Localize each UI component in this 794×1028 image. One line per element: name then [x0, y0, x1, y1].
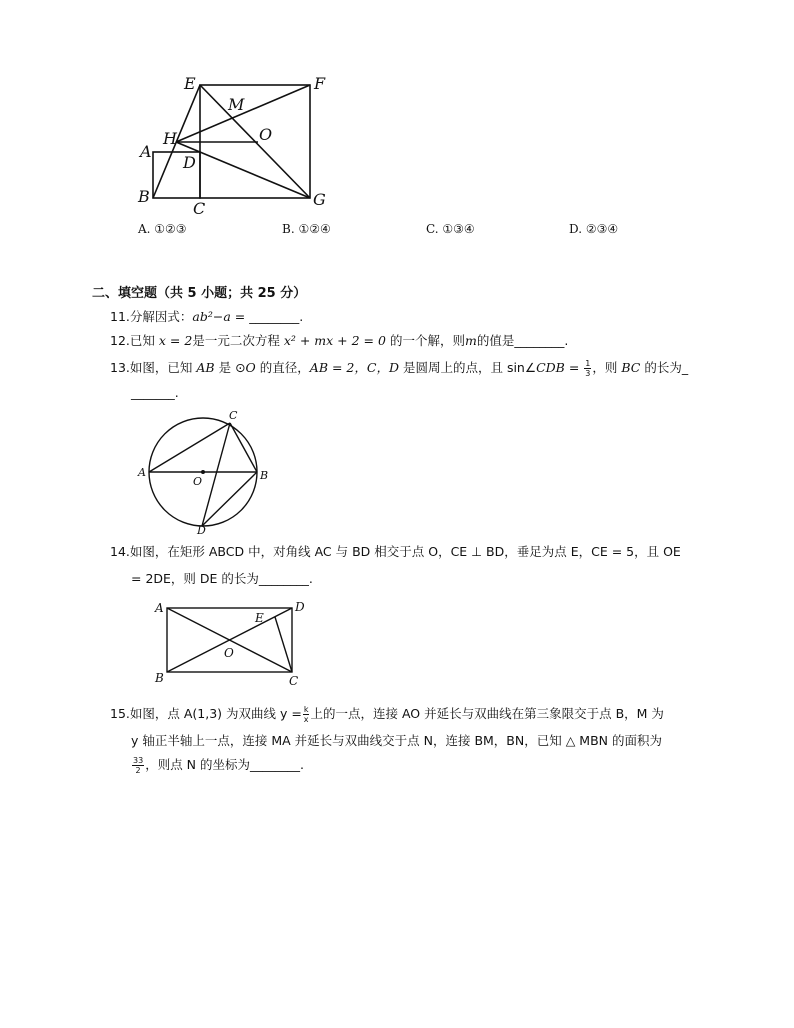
question-11: 11.分解因式：ab²−a = ________.: [110, 309, 304, 324]
circle-label-O: O: [193, 475, 203, 488]
rect-label-C: C: [289, 674, 299, 688]
circle-label-D: D: [197, 524, 206, 535]
q12-number: 12.: [110, 333, 130, 348]
option-c[interactable]: C. ①③④: [426, 222, 475, 236]
circle-label-C: C: [229, 409, 238, 422]
rect-label-D: D: [295, 600, 305, 614]
circle-label-A: A: [138, 466, 146, 479]
label-M: M: [228, 95, 245, 114]
label-G: G: [313, 190, 326, 209]
rect-label-O: O: [224, 646, 234, 660]
section-title: 二、填空题（共 5 小题；共 25 分）: [92, 286, 307, 301]
option-a[interactable]: A. ①②③: [138, 222, 187, 236]
figure-q14: [150, 598, 320, 690]
q15-number: 15.: [110, 706, 130, 721]
rect-label-E: E: [255, 611, 264, 625]
q15-line3: [131, 755, 304, 775]
question-13: 13.如图，已知 AB 是 ⊙O 的直径，AB = 2，C，D 是圆周上的点，且 sin∠CDB = $\frac{1}{3}$ ，则 BC 的长为_: [110, 359, 689, 378]
question-14: 14.如图，在矩形 ABCD 中，对角线 AC 与 BD 相交于点 O，CE ⊥ BD，垂足为点 E，CE = 5，且 OE: [110, 544, 681, 559]
fraction-33-over-2: $\frac{33}{2}$: [133, 756, 144, 775]
q14-line2[interactable]: = 2DE，则 DE 的长为________.: [131, 571, 313, 586]
q12-blank[interactable]: 的值是________.: [476, 333, 569, 348]
label-D: D: [183, 153, 196, 172]
circle-label-B: B: [260, 469, 269, 482]
label-B: B: [138, 187, 150, 206]
label-F: F: [314, 74, 326, 93]
figure-q13: [130, 405, 280, 535]
label-O: O: [259, 125, 273, 144]
rect-label-B: B: [155, 671, 164, 685]
rect-label-A: A: [155, 601, 164, 615]
option-d[interactable]: D. ②③④: [569, 222, 619, 236]
figure-q10: [130, 70, 340, 220]
fraction-k-over-x: $\frac{k}{x}$: [303, 705, 309, 724]
option-b[interactable]: B. ①②④: [282, 222, 331, 236]
label-H: H: [163, 129, 177, 148]
q11-blank[interactable]: ________.: [249, 309, 304, 324]
q15-line2: y 轴正半轴上一点，连接 MA 并延长与双曲线交于点 N，连接 BM，BN，已知 △ MBN 的面积为: [131, 733, 662, 748]
question-12: 12.已知 x = 2是一元二次方程 x² + mx + 2 = 0 的一个解，则m的值是________.: [110, 333, 569, 348]
q13-blank[interactable]: _______.: [131, 385, 179, 400]
label-C: C: [193, 199, 206, 218]
q15-blank[interactable]: ，则点 N 的坐标为________.: [145, 757, 304, 772]
fraction-one-third: $\frac{1}{3}$: [585, 359, 591, 378]
label-A: A: [140, 142, 152, 161]
label-E: E: [184, 74, 196, 93]
question-15: 15.如图，点 A(1,3) 为双曲线 y = $\frac{k}{x}$ 上的一点，连接 AO 并延长与双曲线在第三象限交于点 B，M 为: [110, 705, 664, 724]
q13-number: 13.: [110, 360, 130, 375]
q11-number: 11.: [110, 309, 130, 324]
q14-number: 14.: [110, 544, 130, 559]
